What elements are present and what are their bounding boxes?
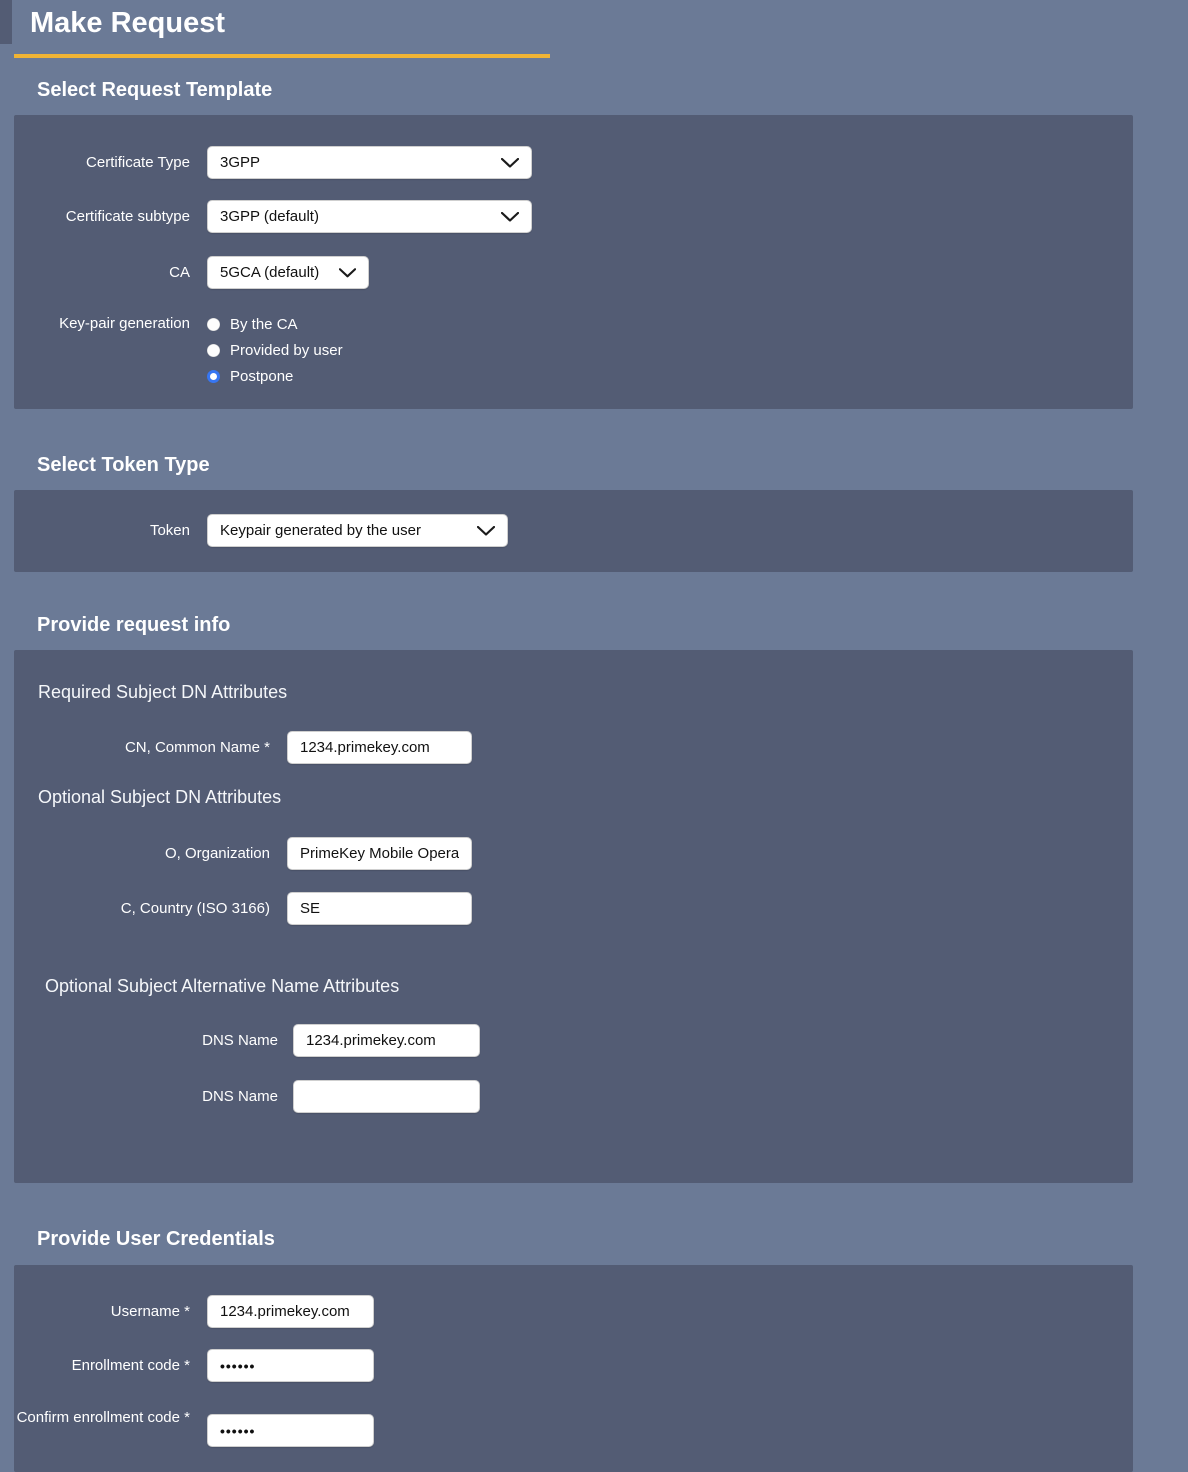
confirm-enrollment-code-input[interactable] [207,1414,374,1447]
section-heading-request-template: Select Request Template [37,79,273,101]
country-input[interactable] [287,892,472,925]
country-label: C, Country (ISO 3166) [120,899,270,917]
country-row [14,892,1133,925]
certificate-subtype-selected-value: 3GPP (default) [220,208,319,225]
chevron-down-icon [501,212,519,222]
radio-option-label: Postpone [230,367,294,385]
organization-input[interactable] [287,837,472,870]
chevron-down-icon [339,268,356,278]
cn-label: CN, Common Name * [124,738,270,756]
required-dn-heading: Required Subject DN Attributes [38,682,288,702]
radio-option-provided-by-user[interactable] [207,337,343,363]
keypair-generation-radio-group [207,311,343,389]
dns-name-row-2 [14,1080,1133,1113]
organization-label: O, Organization [164,844,270,862]
certificate-type-select[interactable] [207,146,532,179]
keypair-generation-label: Key-pair generation [59,315,190,332]
cn-input[interactable] [287,731,472,764]
panel-token-type [14,490,1133,572]
panel-request-template [14,115,1133,409]
section-heading-request-info: Provide request info [37,614,231,636]
optional-dn-heading: Optional Subject DN Attributes [38,787,282,807]
optional-san-heading: Optional Subject Alternative Name Attributes [45,976,400,996]
corner-strip [0,0,12,44]
certificate-subtype-label: Certificate subtype [65,207,190,225]
radio-option-postpone[interactable] [207,363,343,389]
radio-option-label: By the CA [230,315,298,333]
panel-request-info [14,650,1133,1183]
enrollment-code-input[interactable] [207,1349,374,1382]
radio-option-by-the-ca[interactable] [207,311,343,337]
token-selected-value: Keypair generated by the user [220,522,421,539]
radio-option-label: Provided by user [230,341,343,359]
enrollment-code-label: Enrollment code * [71,1356,190,1374]
dns-name-input-2[interactable] [293,1080,480,1113]
dns-name-input-1[interactable] [293,1024,480,1057]
username-input[interactable] [207,1295,374,1328]
certificate-type-label: Certificate Type [86,153,190,171]
username-row [14,1295,1133,1328]
dns-name-label: DNS Name [202,1031,278,1049]
certificate-subtype-select[interactable] [207,200,532,233]
token-select[interactable] [207,514,508,547]
radio-icon[interactable] [207,318,220,331]
section-heading-user-credentials: Provide User Credentials [37,1228,275,1250]
organization-row [14,837,1133,870]
radio-selected-icon[interactable] [207,370,220,383]
radio-icon[interactable] [207,344,220,357]
confirm-enrollment-code-row [14,1405,1133,1447]
chevron-down-icon [501,158,519,168]
ca-selected-value: 5GCA (default) [220,264,320,281]
token-label: Token [149,521,190,539]
dns-name-row-1 [14,1024,1133,1057]
cn-row [14,731,1133,764]
chevron-down-icon [477,526,495,536]
ca-row [14,256,1133,289]
section-heading-token-type: Select Token Type [37,454,210,476]
title-accent-divider [14,54,550,58]
username-label: Username * [110,1302,190,1320]
certificate-type-row [14,146,1133,179]
certificate-type-selected-value: 3GPP [220,154,261,171]
page-title: Make Request [30,7,226,39]
confirm-enrollment-code-label: Confirm enrollment code * [16,1409,190,1426]
token-row [14,514,1133,547]
certificate-subtype-row [14,200,1133,233]
dns-name-label: DNS Name [202,1087,278,1105]
ca-label: CA [169,263,190,281]
panel-user-credentials [14,1265,1133,1472]
enrollment-code-row [14,1349,1133,1382]
keypair-generation-row [14,311,1133,389]
ca-select[interactable] [207,256,369,289]
